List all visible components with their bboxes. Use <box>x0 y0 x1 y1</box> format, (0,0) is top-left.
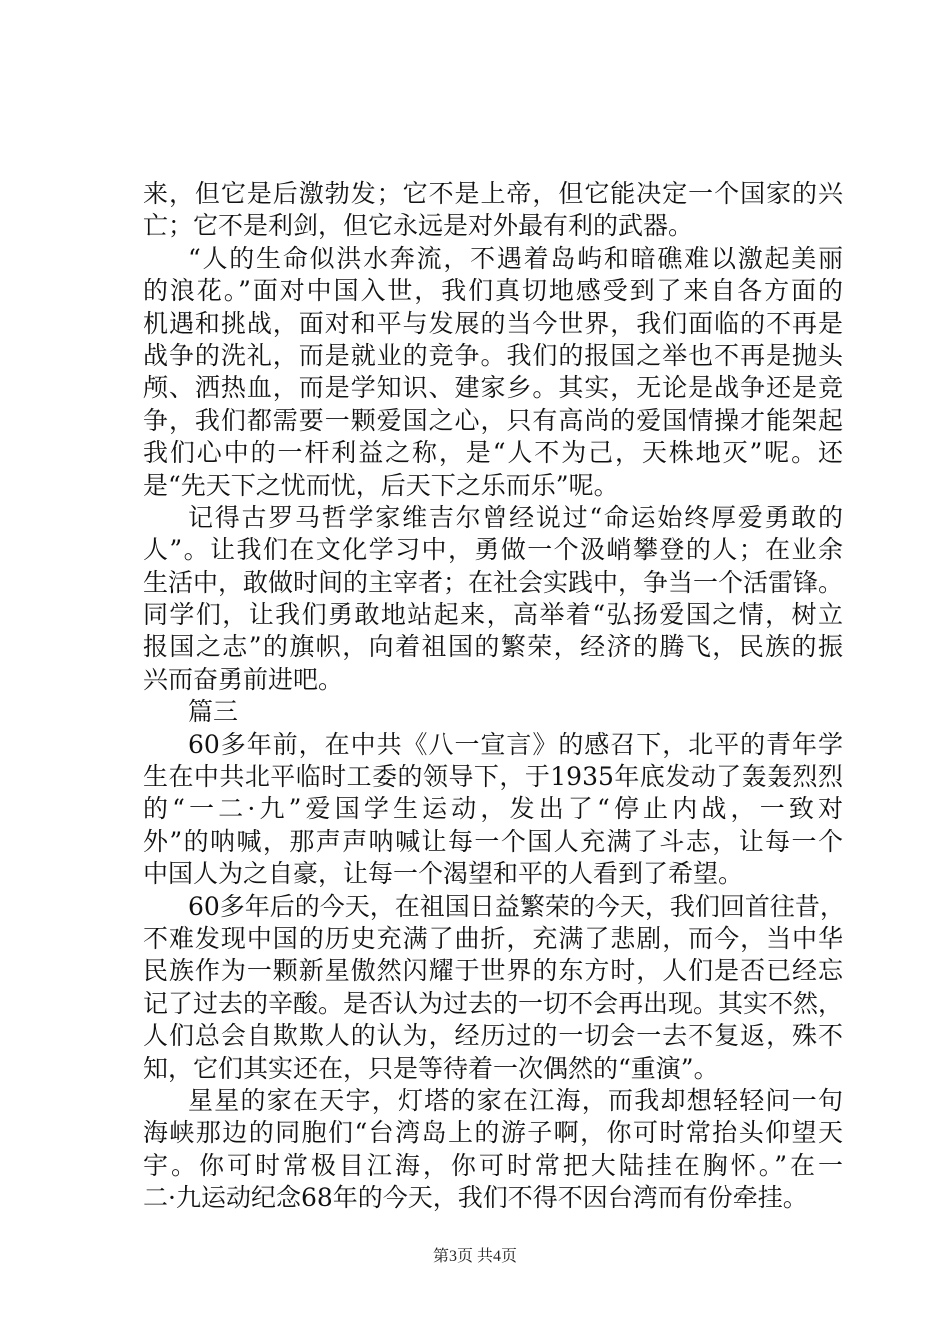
text-line: 兴而奋勇前进吧。 <box>143 664 344 694</box>
text-line: 人”。让我们在文化学习中，勇做一个汲峭攀登的人；在业余 <box>143 535 843 565</box>
text-line: “人的生命似洪水奔流，不遇着岛屿和暗礁难以激起美丽 <box>188 243 843 273</box>
text-line: 不难发现中国的历史充满了曲折，充满了悲剧，而今，当中华 <box>143 923 843 953</box>
text-line: 记了过去的辛酸。是否认为过去的一切不会再出现。其实不然， <box>143 988 844 1018</box>
text-line: 民族作为一颗新星傲然闪耀于世界的东方时，人们是否已经忘 <box>143 956 843 986</box>
text-line: 的浪花。”面对中国入世，我们真切地感受到了来自各方面的 <box>143 276 843 306</box>
text-line: 来，但它是后激勃发；它不是上帝，但它能决定一个国家的兴 <box>143 179 843 208</box>
text-line: 宇。你可时常极目江海，你可时常把大陆挂在胸怀。”在一 <box>143 1150 843 1180</box>
text-line: 二·九运动纪念68年的今天，我们不得不因台湾而有份牵挂。 <box>143 1183 808 1213</box>
text-line: 60多年后的今天，在祖国日益繁荣的今天，我们回首往昔， <box>188 891 845 921</box>
text-line: 60多年前，在中共《八一宣言》的感召下，北平的青年学 <box>188 729 843 759</box>
text-line: 争，我们都需要一颗爱国之心，只有高尚的爱国情操才能架起 <box>143 405 843 435</box>
text-line: 战争的洗礼，而是就业的竞争。我们的报国之举也不再是抛头 <box>143 340 843 370</box>
text-line: 的“一二·九”爱国学生运动，发出了“停止内战，一致对 <box>143 794 843 824</box>
page-footer <box>0 1243 950 1266</box>
page-number: 第3页 共4页 <box>432 1248 517 1265</box>
text-line: 外”的呐喊，那声声呐喊让每一个国人充满了斗志，让每一个 <box>143 826 843 856</box>
text-line: 记得古罗马哲学家维吉尔曾经说过“命运始终厚爱勇敢的 <box>188 502 843 532</box>
text-line: 报国之志”的旗帜，向着祖国的繁荣，经济的腾飞，民族的振 <box>143 632 843 662</box>
text-line: 颅、洒热血，而是学知识、建家乡。其实，无论是战争还是竞 <box>143 373 843 403</box>
text-line: 知，它们其实还在，只是等待着一次偶然的“重演”。 <box>143 1053 719 1083</box>
text-line: 人们总会自欺欺人的认为，经历过的一切会一去不复返，殊不 <box>143 1021 843 1051</box>
text-line: 海峡那边的同胞们“台湾岛上的游子啊，你可时常抬头仰望天 <box>143 1118 843 1148</box>
text-line: 机遇和挑战，面对和平与发展的当今世界，我们面临的不再是 <box>143 308 843 338</box>
document-body <box>143 178 843 1215</box>
text-line: 是“先天下之忧而忧，后天下之乐而乐”呢。 <box>143 470 619 500</box>
text-line: 生在中共北平临时工委的领导下，于1935年底发动了轰轰烈烈 <box>143 762 843 792</box>
section-heading: 篇三 <box>188 697 239 727</box>
text-line: 生活中，敢做时间的主宰者；在社会实践中，争当一个活雷锋。 <box>143 567 844 597</box>
text-line: 亡；它不是利剑，但它永远是对外最有利的武器。 <box>143 211 694 241</box>
text-line: 同学们，让我们勇敢地站起来，高举着“弘扬爱国之情，树立 <box>143 600 843 630</box>
text-line: 星星的家在天宇，灯塔的家在江海，而我却想轻轻问一句 <box>188 1085 843 1115</box>
text-line: 我们心中的一杆利益之称，是“人不为己，天株地灭”呢。还 <box>143 438 843 468</box>
text-line: 中国人为之自豪，让每一个渴望和平的人看到了希望。 <box>143 859 744 889</box>
